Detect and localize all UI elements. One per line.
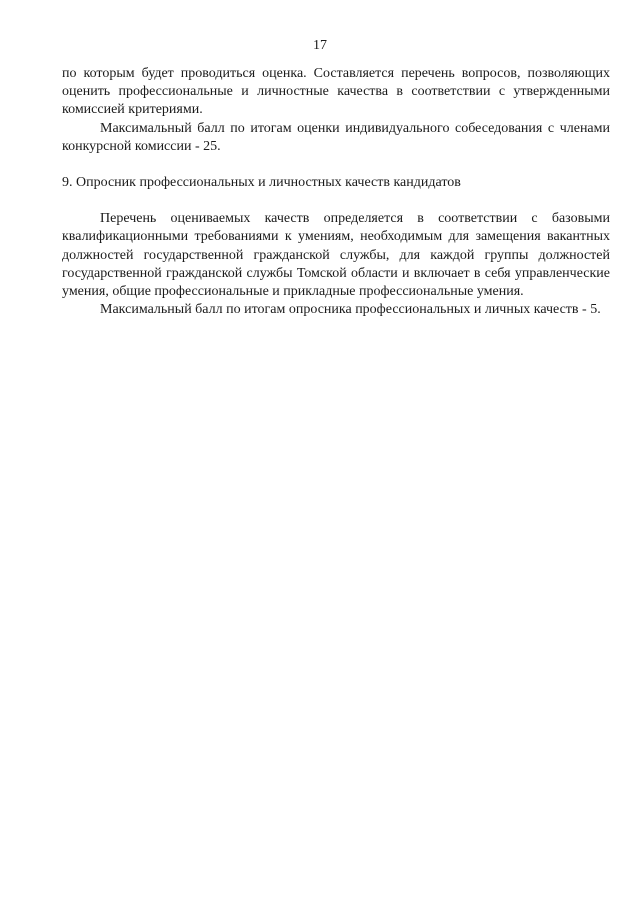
paragraph-max-score-questionnaire: Максимальный балл по итогам опросника профессиональных и личных качеств - 5. [100,302,601,318]
paragraph-continuation: по которым будет проводиться оценка. Составляется перечень вопросов, позволяющих оценить профессиональные и личностные качества в соответствии с утвержденными комиссией критериями. [62,66,610,118]
section-heading: 9. Опросник профессиональных и личностных качеств кандидатов [62,175,461,191]
page-body [62,65,610,319]
page-number: 17 [313,38,327,53]
paragraph-qualities-list: Перечень оцениваемых качеств определяется в соответствии с базовыми квалификационными требованиями к умениям, необходимым для замещения вакантных должностей государственной гражданской службы, для каждой группы должностей государственной гражданской службы Томской области и включает в себя управленческие умения, общие профессиональные и прикладные профессиональные умения. [62,211,610,300]
paragraph-max-score-interview: Максимальный балл по итогам оценки индивидуального собеседования с членами конкурсной комиссии - 25. [62,120,610,154]
